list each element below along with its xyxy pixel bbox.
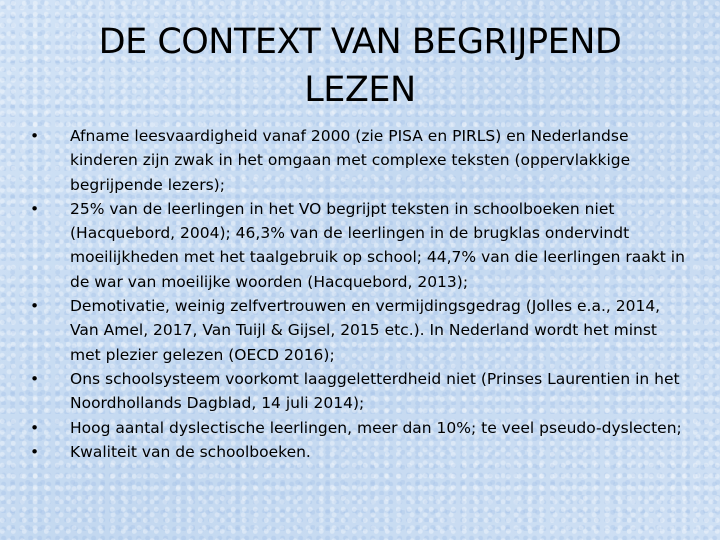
bullet-dot-icon: •: [30, 418, 40, 437]
bullet-dot-icon: •: [30, 297, 40, 316]
bullet-text: Afname leesvaardigheid vanaf 2000 (zie PISA en PIRLS) en Nederlandse kinderen zijn zwak in het omgaan met complexe teksten (oppervlakkige begrijpende lezers);: [70, 127, 631, 194]
bullet-item: [30, 294, 690, 367]
bullet-item: [30, 416, 690, 440]
bullet-text: 25% van de leerlingen in het VO begrijpt teksten in schoolboeken niet (Hacquebord, 2004); 46,3% van de leerlingen in de brugklas ondervindt moeilijkheden met het taalgebruik op school; 44,7% van die leerlingen raakt in de war van moeilijke woorden (Hacquebord, 2013);: [70, 199, 685, 291]
bullet-dot-icon: •: [30, 127, 40, 145]
bullet-list: [30, 124, 690, 464]
bullet-item: [30, 124, 690, 197]
bullet-item: [30, 197, 690, 294]
bullet-text: Ons schoolsysteem voorkomt laaggeletterdheid niet (Prinses Laurentien in het Noordhollands Dagblad, 14 juli 2014);: [70, 369, 680, 413]
bullet-dot-icon: •: [30, 369, 40, 388]
bullet-item: [30, 440, 690, 464]
bullet-text: Hoog aantal dyslectische leerlingen, meer dan 10%; te veel pseudo-dyslecten;: [70, 418, 682, 437]
bullet-text: Demotivatie, weinig zelfvertrouwen en vermijdingsgedrag (Jolles e.a., 2014, Van Amel, 2017, Van Tuijl & Gijsel, 2015 etc.). In Nederland wordt het minst met plezier gelezen (OECD 2016);: [70, 297, 661, 364]
slide-title: DE CONTEXT VAN BEGRIJPEND LEZEN: [98, 22, 622, 110]
bullet-item: [30, 367, 690, 416]
bullet-dot-icon: •: [30, 442, 40, 461]
bullet-dot-icon: •: [30, 199, 40, 218]
bullet-text: Kwaliteit van de schoolboeken.: [70, 442, 311, 461]
